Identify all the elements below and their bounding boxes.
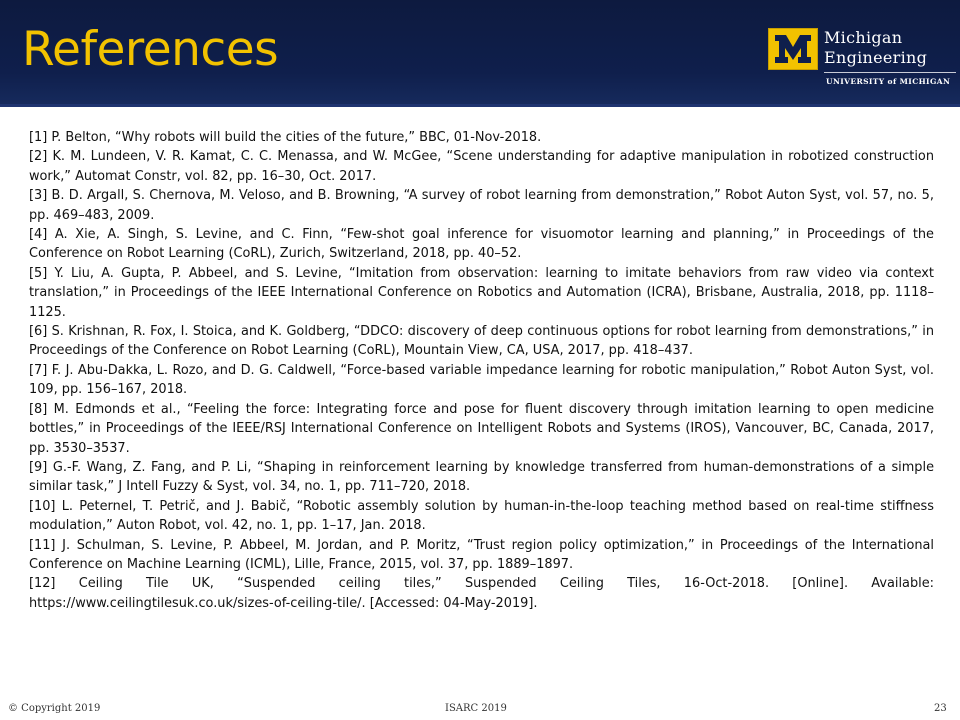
reference-item: [12] Ceiling Tile UK, “Suspended ceiling tiles,” Suspended Ceiling Tiles, 16-Oct-2018. [Online]. Available: https://www.ceilingtilesuk.co.uk/sizes-of-ceiling-tile/. [Accessed: 04-May-2019]. [29, 576, 934, 611]
slide-header [0, 0, 960, 107]
footer-page-number: 23 [934, 703, 947, 714]
reference-item: [9] G.-F. Wang, Z. Fang, and P. Li, “Shaping in reinforcement learning by knowledge transferred from human-demonstrations of a simple similar task,” J Intell Fuzzy & Syst, vol. 34, no. 1, pp. 711–720, 2018. [29, 459, 934, 495]
reference-item: [5] Y. Liu, A. Gupta, P. Abbeel, and S. Levine, “Imitation from observation: learning to imitate behaviors from raw video via context translation,” in Proceedings of the IEEE International Conference on Robotics and Automation (ICRA), Brisbane, Australia, 2018, pp. 1118–1125. [29, 265, 934, 320]
logo-university: UNIVERSITY of MICHIGAN [826, 77, 951, 86]
reference-item: [2] K. M. Lundeen, V. R. Kamat, C. C. Menassa, and W. McGee, “Scene understanding for adaptive manipulation in robotized construction work,” Automat Constr, vol. 82, pp. 16–30, Oct. 2017. [29, 149, 934, 184]
slide-title: References [22, 22, 279, 77]
reference-item: [7] F. J. Abu-Dakka, L. Rozo, and D. G. Caldwell, “Force-based variable impedance learning for robotic manipulation,” Robot Auton Syst, vol. 109, pp. 156–167, 2018. [29, 362, 934, 398]
reference-item: [4] A. Xie, A. Singh, S. Levine, and C. Finn, “Few-shot goal inference for visuomotor learning and planning,” in Proceedings of the Conference on Robot Learning (CoRL), Zurich, Switzerland, 2018, pp. 40–52. [29, 227, 934, 262]
reference-item: [1] P. Belton, “Why robots will build the cities of the future,” BBC, 01-Nov-2018. [29, 130, 542, 145]
footer-copyright: © Copyright 2019 [8, 703, 101, 714]
logo-divider [824, 72, 956, 73]
michigan-engineering-logo [768, 28, 958, 92]
block-m-icon [768, 28, 818, 70]
reference-item: [10] L. Peternel, T. Petrič, and J. Babič, “Robotic assembly solution by human-in-the-loop teaching method based on real-time stiffness modulation,” Auton Robot, vol. 42, no. 1, pp. 1–17, Jan. 2018. [29, 498, 934, 534]
logo-line-engineering: Engineering [824, 48, 928, 67]
reference-list [29, 128, 934, 613]
reference-item: [6] S. Krishnan, R. Fox, I. Stoica, and K. Goldberg, “DDCO: discovery of deep continuous options for robot learning from demonstrations,” in Proceedings of the Conference on Robot Learning (CoRL), Mountain View, CA, USA, 2017, pp. 418–437. [29, 324, 934, 359]
reference-item: [3] B. D. Argall, S. Chernova, M. Veloso, and B. Browning, “A survey of robot learning from demonstration,” Robot Auton Syst, vol. 57, no. 5, pp. 469–483, 2009. [29, 188, 934, 223]
reference-item: [8] M. Edmonds et al., “Feeling the force: Integrating force and pose for fluent discovery through imitation learning to open medicine bottles,” in Proceedings of the IEEE/RSJ International Conference on Intelligent Robots and Systems (IROS), Vancouver, BC, Canada, 2017, pp. 3530–3537. [29, 401, 934, 456]
reference-item: [11] J. Schulman, S. Levine, P. Abbeel, M. Jordan, and P. Moritz, “Trust region policy optimization,” in Proceedings of the International Conference on Machine Learning (ICML), Lille, France, 2015, vol. 37, pp. 1889–1897. [29, 537, 934, 572]
logo-line-michigan: Michigan [824, 28, 903, 47]
footer-conference: ISARC 2019 [445, 703, 507, 714]
